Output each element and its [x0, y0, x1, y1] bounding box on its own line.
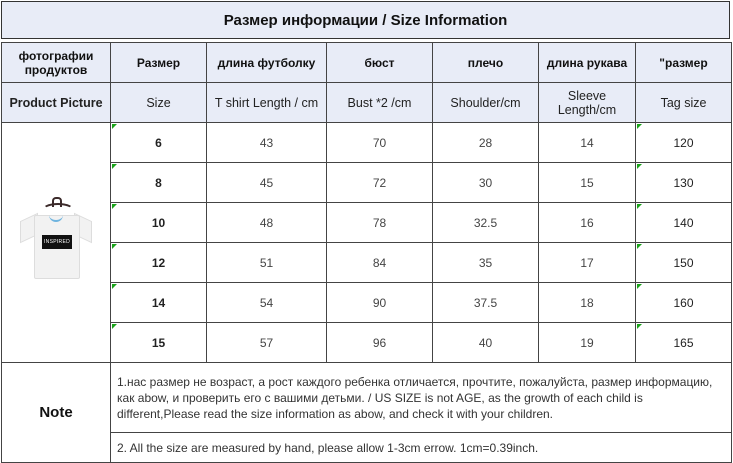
header-ru-product: фотографии продуктов: [2, 43, 111, 83]
shoulder-cell: 30: [433, 163, 539, 203]
bust-cell: 96: [327, 323, 433, 363]
tag-cell: 165: [636, 323, 732, 363]
bust-cell: 78: [327, 203, 433, 243]
sleeve-cell: 19: [539, 323, 636, 363]
header-tag: Tag size: [636, 83, 732, 123]
size-table: [1, 42, 732, 463]
size-cell: 8: [111, 163, 207, 203]
header-row-russian: [2, 43, 732, 83]
header-ru-length: длина футболку: [207, 43, 327, 83]
header-ru-size: Размер: [111, 43, 207, 83]
sleeve-cell: 15: [539, 163, 636, 203]
note-label: Note: [2, 363, 111, 463]
tag-cell: 140: [636, 203, 732, 243]
length-cell: 48: [207, 203, 327, 243]
length-cell: 51: [207, 243, 327, 283]
shirt-print-text: INSPIRED: [42, 235, 72, 249]
product-picture-cell: [2, 123, 111, 363]
bust-cell: 70: [327, 123, 433, 163]
shoulder-cell: 35: [433, 243, 539, 283]
header-sleeve: Sleeve Length/cm: [539, 83, 636, 123]
table-row: [2, 163, 732, 203]
length-cell: 43: [207, 123, 327, 163]
header-bust: Bust *2 /cm: [327, 83, 433, 123]
header-row-english: [2, 83, 732, 123]
shoulder-cell: 40: [433, 323, 539, 363]
shoulder-cell: 32.5: [433, 203, 539, 243]
sleeve-cell: 14: [539, 123, 636, 163]
size-cell: 10: [111, 203, 207, 243]
header-ru-bust: бюст: [327, 43, 433, 83]
note-line-2: 2. All the size are measured by hand, please allow 1-3cm errow. 1cm=0.39inch.: [111, 433, 732, 463]
table-row: [2, 323, 732, 363]
table-row: [2, 123, 732, 163]
note-row-1: [2, 363, 732, 433]
t-shirt-icon: [20, 203, 92, 283]
size-cell: 6: [111, 123, 207, 163]
tag-cell: 150: [636, 243, 732, 283]
length-cell: 57: [207, 323, 327, 363]
bust-cell: 90: [327, 283, 433, 323]
header-ru-tag: "размер: [636, 43, 732, 83]
note-line-1: 1.нас размер не возраст, а рост каждого ребенка отличается, прочтите, пожалуйста, размер информацию, как abow, и проверить его с вашими детьми. / US SIZE is not AGE, as the growth of each child is different,Please read the size information as abow, and check it with your children.: [111, 363, 732, 433]
tag-cell: 120: [636, 123, 732, 163]
header-size: Size: [111, 83, 207, 123]
header-length: T shirt Length / cm: [207, 83, 327, 123]
sleeve-cell: 16: [539, 203, 636, 243]
sleeve-cell: 18: [539, 283, 636, 323]
sleeve-cell: 17: [539, 243, 636, 283]
header-ru-shoulder: плечо: [433, 43, 539, 83]
length-cell: 45: [207, 163, 327, 203]
size-cell: 12: [111, 243, 207, 283]
chart-title: Размер информации / Size Information: [1, 1, 730, 39]
bust-cell: 72: [327, 163, 433, 203]
header-ru-sleeve: длина рукава: [539, 43, 636, 83]
size-cell: 14: [111, 283, 207, 323]
tag-cell: 160: [636, 283, 732, 323]
table-row: [2, 243, 732, 283]
header-shoulder: Shoulder/cm: [433, 83, 539, 123]
header-product-picture: Product Picture: [2, 83, 111, 123]
shoulder-cell: 37.5: [433, 283, 539, 323]
size-cell: 15: [111, 323, 207, 363]
note-row-2: [2, 433, 732, 463]
length-cell: 54: [207, 283, 327, 323]
table-row: [2, 203, 732, 243]
table-row: [2, 283, 732, 323]
shoulder-cell: 28: [433, 123, 539, 163]
bust-cell: 84: [327, 243, 433, 283]
tag-cell: 130: [636, 163, 732, 203]
